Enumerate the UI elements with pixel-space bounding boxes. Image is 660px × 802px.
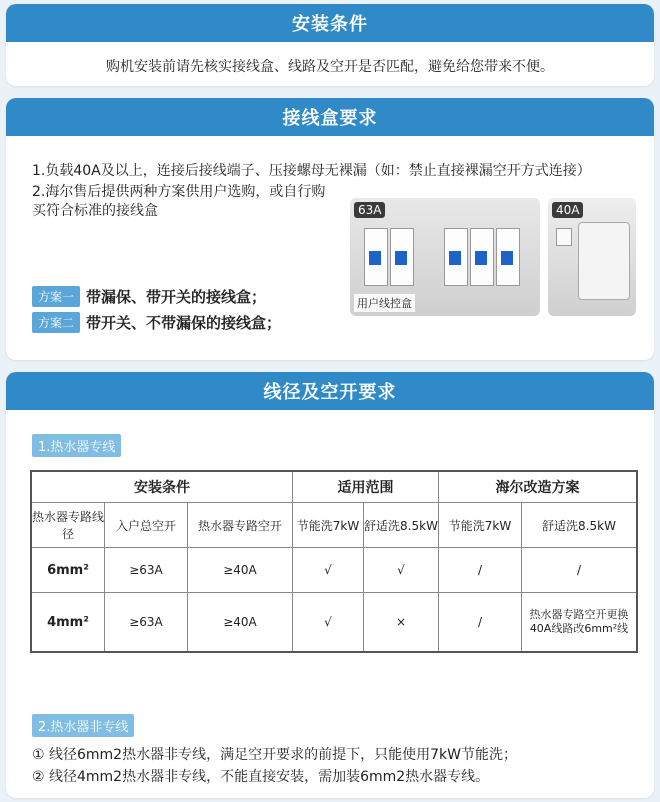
table-cell: √ [293,593,364,653]
table-cell: 6mm² [31,548,105,593]
amp-badge: 63A [354,202,385,218]
table-cell: / [522,548,638,593]
amp-badge: 40A [552,202,583,218]
group-header: 海尔改造方案 [439,471,638,503]
column-header: 热水器专路空开 [188,503,293,548]
table-cell: × [364,593,439,653]
breaker-icon [444,228,468,286]
table-cell: 4mm² [31,593,105,653]
table-row [31,593,637,653]
note-1: ① 线径6mm2热水器非专线，满足空开要求的前提下，只能使用7kW节能洗； [32,747,517,763]
water-heater-icon [578,222,630,300]
junction-box-card [6,98,654,360]
requirement-1: 1.负载40A及以上，连接后接线端子、压接螺母无裸漏（如：禁止直接裸漏空开方式连接） [32,163,591,179]
table-cell: ≥63A [105,548,188,593]
note-2: ② 线径4mm2热水器非专线，不能直接安装，需加装6mm2热水器专线。 [32,769,490,785]
installation-conditions-card [6,4,654,86]
notes [32,744,517,788]
column-header-row [31,503,637,548]
plan-two-tag: 方案二 [32,312,80,333]
table-cell: ≥40A [188,593,293,653]
intro-text: 购机安装前请先核实接线盒、线路及空开是否匹配，避免给您带来不便。 [106,59,554,75]
table-cell: 热水器专路空开更换40A线路改6mm²线 [522,593,638,653]
table-cell: √ [364,548,439,593]
group-header: 适用范围 [293,471,439,503]
card-title: 安装条件 [6,4,654,42]
requirements-table [30,470,638,653]
table-cell: √ [293,548,364,593]
plan-one [32,286,266,307]
column-header: 节能洗7kW [293,503,364,548]
requirement-2: 2.海尔售后提供两种方案供用户选购，或自行购买符合标准的接线盒 [32,184,326,219]
table-cell: ≥63A [105,593,188,653]
column-header: 入户总空开 [105,503,188,548]
breaker-icon [390,228,414,286]
table-row [31,548,637,593]
water-heater-photo [548,198,636,316]
column-header: 节能洗7kW [439,503,522,548]
breaker-icon [470,228,494,286]
plan-one-text: 带漏保、带开关的接线盒； [86,288,267,306]
column-header: 舒适洗8.5kW [364,503,439,548]
breaker-box-photo [350,198,540,316]
group-header: 安装条件 [31,471,293,503]
plan-one-tag: 方案一 [32,286,80,307]
column-header: 舒适洗8.5kW [522,503,638,548]
table-cell: / [439,593,522,653]
card-title: 线径及空开要求 [6,372,654,410]
card-title: 接线盒要求 [6,98,654,136]
group-header-row [31,471,637,503]
breaker-icon [496,228,520,286]
plan-two [32,312,281,333]
column-header: 热水器专路线径 [31,503,105,548]
wire-gauge-card [6,372,654,798]
non-dedicated-line-tag: 2.热水器非专线 [32,714,134,737]
plan-two-text: 带开关、不带漏保的接线盒； [86,314,282,332]
breaker-icon [364,228,388,286]
socket-icon [556,228,572,246]
dedicated-line-tag: 1.热水器专线 [32,434,121,457]
table-cell: / [439,548,522,593]
table-cell: ≥40A [188,548,293,593]
photo-caption: 用户线控盒 [354,294,415,312]
